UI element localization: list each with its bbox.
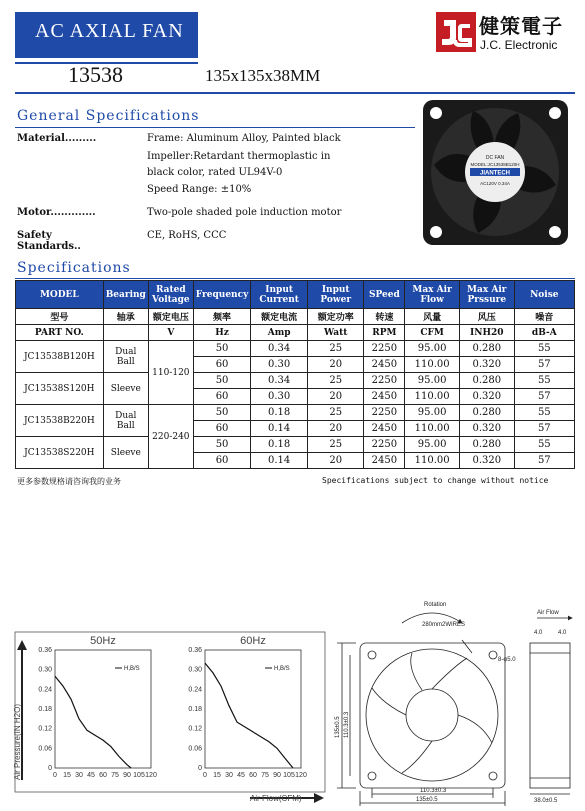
unit-cell: Amp bbox=[251, 325, 308, 341]
x-tick-label: 105 bbox=[283, 772, 295, 779]
x-tick-label: 90 bbox=[273, 772, 281, 779]
company-name-cn: 健策電子 bbox=[479, 14, 563, 38]
model-number: 13538 bbox=[68, 62, 123, 87]
general-spec-title: General Specifications bbox=[17, 108, 200, 124]
spec-value: Speed Range: ±10% bbox=[147, 184, 252, 195]
header-rule bbox=[15, 92, 575, 94]
spec-cell: 0.320 bbox=[459, 357, 514, 373]
table-row bbox=[16, 405, 575, 421]
spec-cell: 95.00 bbox=[405, 405, 460, 421]
dim-width: 135±0.5 bbox=[416, 797, 438, 803]
y-tick-label: 0.30 bbox=[38, 666, 52, 674]
voltage-cell: 220-240 bbox=[148, 405, 193, 469]
spec-cell: 60 bbox=[193, 453, 251, 469]
dim-depth: 38.0±0.5 bbox=[534, 798, 558, 804]
unit-cell: dB-A bbox=[514, 325, 574, 341]
spec-value: Frame: Aluminum Alloy, Painted black bbox=[147, 133, 341, 144]
product-type-title: AC AXIAL FAN bbox=[15, 12, 198, 64]
spec-value: Two-pole shaded pole induction motor bbox=[147, 207, 342, 218]
bearing-cell: Dual Ball bbox=[103, 341, 148, 373]
y-tick-label: 0.18 bbox=[38, 706, 52, 713]
spec-cell: 2250 bbox=[364, 373, 405, 389]
spec-cell: 60 bbox=[193, 421, 251, 437]
part-number-cell: JC13538S220H bbox=[16, 437, 104, 469]
fan-label-brand: JIANTECH bbox=[479, 170, 511, 177]
specifications-title: Specifications bbox=[17, 260, 131, 276]
table-units-row bbox=[16, 325, 575, 341]
table-header-row bbox=[16, 281, 575, 309]
spec-cell: 0.30 bbox=[251, 357, 308, 373]
spec-cell: 0.34 bbox=[251, 341, 308, 357]
spec-label: Motor............. bbox=[17, 207, 96, 218]
spec-label: Safety Standards.. bbox=[17, 230, 81, 252]
spec-cell: 0.34 bbox=[251, 373, 308, 389]
spec-cell: 50 bbox=[193, 437, 251, 453]
spec-cell: 0.14 bbox=[251, 421, 308, 437]
spec-cell: 2450 bbox=[364, 357, 405, 373]
holes-label: 8-φ5.0 bbox=[498, 657, 516, 663]
spec-cell: 25 bbox=[308, 405, 364, 421]
table-header-cn-row bbox=[16, 309, 575, 325]
col-header: Input Current bbox=[251, 281, 308, 309]
y-tick-label: 0.36 bbox=[38, 647, 52, 654]
spec-cell: 0.14 bbox=[251, 453, 308, 469]
fan-label-model: MODEL:JC13538B120H bbox=[470, 162, 520, 167]
air-flow-label: Air Flow bbox=[537, 610, 559, 616]
spec-cell: 2250 bbox=[364, 341, 405, 357]
y-tick-label: 0.12 bbox=[38, 725, 52, 733]
spec-cell: 0.280 bbox=[459, 373, 514, 389]
part-number-cell: JC13538S120H bbox=[16, 373, 104, 405]
col-header-cn: 频率 bbox=[193, 309, 251, 325]
spec-value: CE, RoHS, CCC bbox=[147, 230, 227, 241]
unit-cell: Hz bbox=[193, 325, 251, 341]
note-english: Specifications subject to change without notice bbox=[322, 476, 549, 485]
spec-cell: 0.280 bbox=[459, 437, 514, 453]
y-tick-label: 0.36 bbox=[188, 647, 202, 654]
x-arrow-head bbox=[314, 793, 324, 803]
spec-cell: 0.320 bbox=[459, 453, 514, 469]
x-tick-label: 45 bbox=[237, 772, 245, 779]
unit-cell: INH20 bbox=[459, 325, 514, 341]
spec-label: Material......... bbox=[17, 133, 97, 144]
spec-cell: 25 bbox=[308, 341, 364, 357]
wires-label: 280mm2WIRES bbox=[422, 622, 466, 628]
y-tick-label: 0.24 bbox=[188, 686, 202, 694]
spec-cell: 95.00 bbox=[405, 373, 460, 389]
x-tick-label: 60 bbox=[99, 772, 107, 779]
spec-cell: 55 bbox=[514, 405, 574, 421]
part-number-cell: JC13538B220H bbox=[16, 405, 104, 437]
bearing-cell: Sleeve bbox=[103, 437, 148, 469]
col-header-cn: 风压 bbox=[459, 309, 514, 325]
part-number-cell: JC13538B120H bbox=[16, 341, 104, 373]
spec-cell: 2450 bbox=[364, 421, 405, 437]
dim-pitch-h: 110.3±0.3 bbox=[344, 711, 350, 738]
y-tick-label: 0.18 bbox=[188, 706, 202, 713]
x-tick-label: 120 bbox=[145, 772, 157, 779]
x-tick-label: 75 bbox=[111, 772, 119, 779]
spec-cell: 50 bbox=[193, 341, 251, 357]
voltage-cell: 110-120 bbox=[148, 341, 193, 405]
table-row bbox=[16, 373, 575, 389]
unit-cell: Watt bbox=[308, 325, 364, 341]
spec-cell: 50 bbox=[193, 373, 251, 389]
spec-cell: 2250 bbox=[364, 437, 405, 453]
chart-title: 50Hz bbox=[90, 635, 116, 647]
col-header-cn: 转速 bbox=[364, 309, 405, 325]
col-header: Max Air Flow bbox=[405, 281, 460, 309]
spec-cell: 0.30 bbox=[251, 389, 308, 405]
col-header-cn: 额定电压 bbox=[148, 309, 193, 325]
spec-value: black color, rated UL94V-0 bbox=[147, 167, 283, 178]
spec-cell: 57 bbox=[514, 421, 574, 437]
col-header: Frequency bbox=[193, 281, 251, 309]
x-tick-label: 0 bbox=[203, 772, 207, 779]
dim-d1: 4.0 bbox=[534, 630, 543, 636]
y-arrow-head bbox=[17, 640, 27, 650]
spec-cell: 95.00 bbox=[405, 341, 460, 357]
rotation-label: Rotation bbox=[424, 602, 447, 608]
col-header: MODEL bbox=[16, 281, 104, 309]
x-tick-label: 120 bbox=[295, 772, 307, 779]
unit-cell: PART NO. bbox=[16, 325, 104, 341]
spec-cell: 20 bbox=[308, 421, 364, 437]
fan-dimensions: 135x135x38MM bbox=[205, 66, 321, 85]
x-tick-label: 105 bbox=[133, 772, 145, 779]
jc-logo-icon bbox=[436, 12, 478, 52]
spec-cell: 57 bbox=[514, 357, 574, 373]
fan-product-image bbox=[418, 95, 573, 250]
col-header-cn: 额定功率 bbox=[308, 309, 364, 325]
spec-cell: 0.18 bbox=[251, 405, 308, 421]
unit-cell: V bbox=[148, 325, 193, 341]
pq-curve bbox=[55, 676, 131, 768]
x-tick-label: 90 bbox=[123, 772, 131, 779]
legend-label: H,B/S bbox=[274, 666, 290, 672]
y-axis-label: Air Pressure(IN H2O) bbox=[13, 703, 22, 780]
x-tick-label: 15 bbox=[63, 772, 71, 779]
x-tick-label: 75 bbox=[261, 772, 269, 779]
chart-title: 60Hz bbox=[240, 635, 266, 647]
x-tick-label: 60 bbox=[249, 772, 257, 779]
spec-cell: 0.280 bbox=[459, 405, 514, 421]
spec-cell: 25 bbox=[308, 373, 364, 389]
spec-cell: 110.00 bbox=[405, 453, 460, 469]
x-tick-label: 30 bbox=[75, 772, 83, 779]
x-tick-label: 30 bbox=[225, 772, 233, 779]
fan-label-rating: AC120V 0.34A bbox=[480, 181, 510, 186]
col-header: Max Air Prssure bbox=[459, 281, 514, 309]
dim-height: 135±0.5 bbox=[335, 716, 341, 738]
col-header-cn: 型号 bbox=[16, 309, 104, 325]
spec-cell: 110.00 bbox=[405, 421, 460, 437]
col-header: Rated Voltage bbox=[148, 281, 193, 309]
table-row bbox=[16, 437, 575, 453]
spec-cell: 20 bbox=[308, 389, 364, 405]
y-tick-label: 0 bbox=[48, 765, 52, 772]
dim-pitch-w: 110.3±0.3 bbox=[420, 788, 447, 794]
pq-curve bbox=[205, 663, 293, 768]
y-tick-label: 0 bbox=[198, 765, 202, 772]
spec-cell: 0.280 bbox=[459, 341, 514, 357]
spec-cell: 57 bbox=[514, 389, 574, 405]
unit-cell bbox=[103, 325, 148, 341]
col-header: SPeed bbox=[364, 281, 405, 309]
y-tick-label: 0.24 bbox=[38, 686, 52, 694]
spec-cell: 55 bbox=[514, 341, 574, 357]
col-header-cn: 轴承 bbox=[103, 309, 148, 325]
y-tick-label: 0.12 bbox=[188, 725, 202, 733]
spec-cell: 0.18 bbox=[251, 437, 308, 453]
company-name-en: J.C. Electronic bbox=[480, 38, 558, 52]
y-tick-label: 0.30 bbox=[188, 666, 202, 674]
col-header-cn: 额定电流 bbox=[251, 309, 308, 325]
spec-value: Impeller:Retardant thermoplastic in bbox=[147, 151, 331, 162]
specifications-table bbox=[15, 280, 575, 469]
col-header: Noise bbox=[514, 281, 574, 309]
col-header: Input Power bbox=[308, 281, 364, 309]
specifications-rule bbox=[15, 278, 575, 279]
spec-cell: 60 bbox=[193, 389, 251, 405]
spec-cell: 110.00 bbox=[405, 357, 460, 373]
dim-d2: 4.0 bbox=[558, 630, 567, 636]
spec-cell: 20 bbox=[308, 453, 364, 469]
spec-cell: 0.320 bbox=[459, 421, 514, 437]
x-tick-label: 0 bbox=[53, 772, 57, 779]
fan-label-line1: DC FAN bbox=[485, 155, 505, 161]
col-header-cn: 噪音 bbox=[514, 309, 574, 325]
spec-cell: 95.00 bbox=[405, 437, 460, 453]
spec-cell: 20 bbox=[308, 357, 364, 373]
spec-cell: 2450 bbox=[364, 389, 405, 405]
unit-cell: CFM bbox=[405, 325, 460, 341]
spec-cell: 57 bbox=[514, 453, 574, 469]
x-tick-label: 45 bbox=[87, 772, 95, 779]
col-header-cn: 风量 bbox=[405, 309, 460, 325]
bearing-cell: Sleeve bbox=[103, 373, 148, 405]
spec-cell: 50 bbox=[193, 405, 251, 421]
table-row bbox=[16, 341, 575, 357]
y-tick-label: 0.06 bbox=[188, 745, 202, 753]
spec-cell: 0.320 bbox=[459, 389, 514, 405]
general-spec-rule bbox=[15, 127, 415, 128]
spec-cell: 55 bbox=[514, 373, 574, 389]
spec-cell: 25 bbox=[308, 437, 364, 453]
col-header: Bearing bbox=[103, 281, 148, 309]
legend-label: H,B/S bbox=[124, 666, 140, 672]
spec-cell: 60 bbox=[193, 357, 251, 373]
bearing-cell: Dual Ball bbox=[103, 405, 148, 437]
spec-cell: 55 bbox=[514, 437, 574, 453]
note-chinese: 更多参数规格请咨询我的业务 bbox=[17, 477, 121, 486]
unit-cell: RPM bbox=[364, 325, 405, 341]
x-tick-label: 15 bbox=[213, 772, 221, 779]
dimension-drawing bbox=[332, 598, 582, 808]
x-axis-label: Air Flow(CFM) bbox=[250, 794, 302, 803]
spec-cell: 110.00 bbox=[405, 389, 460, 405]
pq-curves bbox=[0, 620, 335, 811]
spec-cell: 2450 bbox=[364, 453, 405, 469]
y-tick-label: 0.06 bbox=[38, 745, 52, 753]
spec-cell: 2250 bbox=[364, 405, 405, 421]
